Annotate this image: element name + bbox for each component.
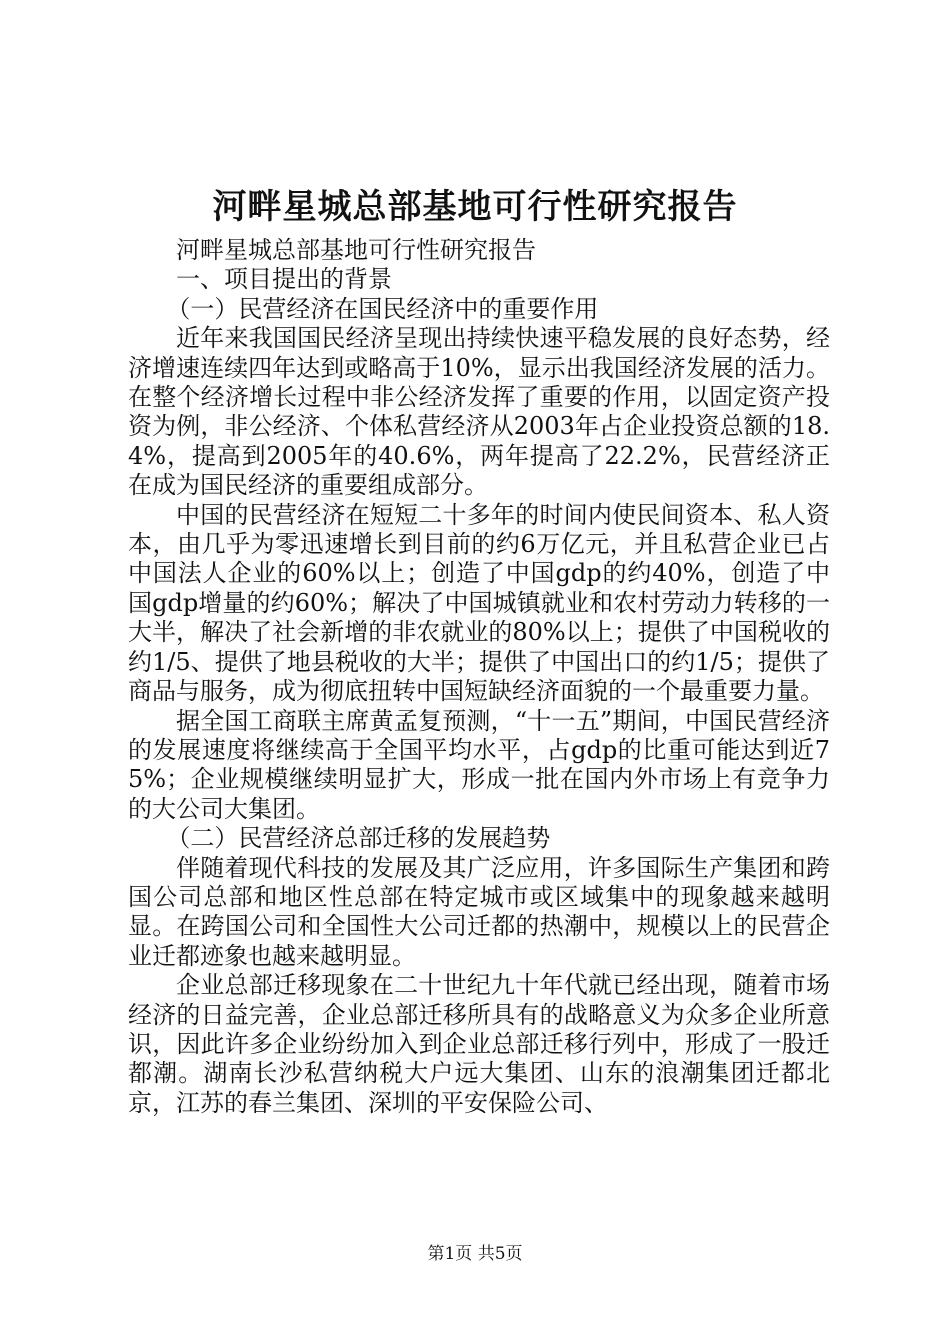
paragraph-forecast: 据全国工商联主席黄孟复预测，“十一五”期间，中国民营经济的发展速度将继续高于全国平均水平，占gdp的比重可能达到近75%；企业规模继续明显扩大，形成一批在国内外市场上有竞争力的大公司大集团。 <box>128 706 830 823</box>
page-number-footer: 第1页 共5页 <box>427 1244 523 1264</box>
paragraph-private-economy-contribution: 中国的民营经济在短短二十多年的时间内使民间资本、私人资本，由几乎为零迅速增长到目前的约6万亿元，并且私营企业已占中国法人企业的60%以上；创造了中国gdp的约40%，创造了中国gdp增量的约60%；解决了中国城镇就业和农村劳动力转移的一大半，解决了社会新增的非农就业的80%以上；提供了中国税收的约1/5、提供了地县税收的大半；提供了中国出口的约1/5；提供了商品与服务，成为彻底扭转中国短缺经济面貌的一个最重要力量。 <box>128 500 830 706</box>
document-title: 河畔星城总部基地可行性研究报告 <box>212 187 738 227</box>
paragraph-headquarters-migration: 企业总部迁移现象在二十世纪九十年代就已经出现，随着市场经济的日益完善，企业总部迁移所具有的战略意义为众多企业所意识，因此许多企业纷纷加入到企业总部迁移行列中，形成了一股迁都潮。湖南长沙私营纳税大户远大集团、山东的浪潮集团迁都北京，江苏的春兰集团、深圳的平安保险公司、 <box>128 971 830 1117</box>
subsection-heading-headquarters-migration: （二）民营经济总部迁移的发展趋势 <box>166 824 551 853</box>
document-body <box>128 236 830 1118</box>
section-heading-background: 一、项目提出的背景 <box>176 265 392 294</box>
paragraph-economic-growth: 近年来我国国民经济呈现出持续快速平稳发展的良好态势，经济增速连续四年达到或略高于10%，显示出我国经济发展的活力。在整个经济增长过程中非公经济发挥了重要的作用，以固定资产投资为例，非公经济、个体私营经济从2003年占企业投资总额的18.4%，提高到2005年的40.6%，两年提高了22.2%，民营经济正在成为国民经济的重要组成部分。 <box>128 324 830 500</box>
subsection-heading-private-economy-role: （一）民营经济在国民经济中的重要作用 <box>166 294 599 323</box>
paragraph-multinational-headquarters: 伴随着现代科技的发展及其广泛应用，许多国际生产集团和跨国公司总部和地区性总部在特定城市或区域集中的现象越来越明显。在跨国公司和全国性大公司迁都的热潮中，规模以上的民营企业迁都迹象也越来越明显。 <box>128 853 830 970</box>
document-subtitle: 河畔星城总部基地可行性研究报告 <box>176 236 536 264</box>
